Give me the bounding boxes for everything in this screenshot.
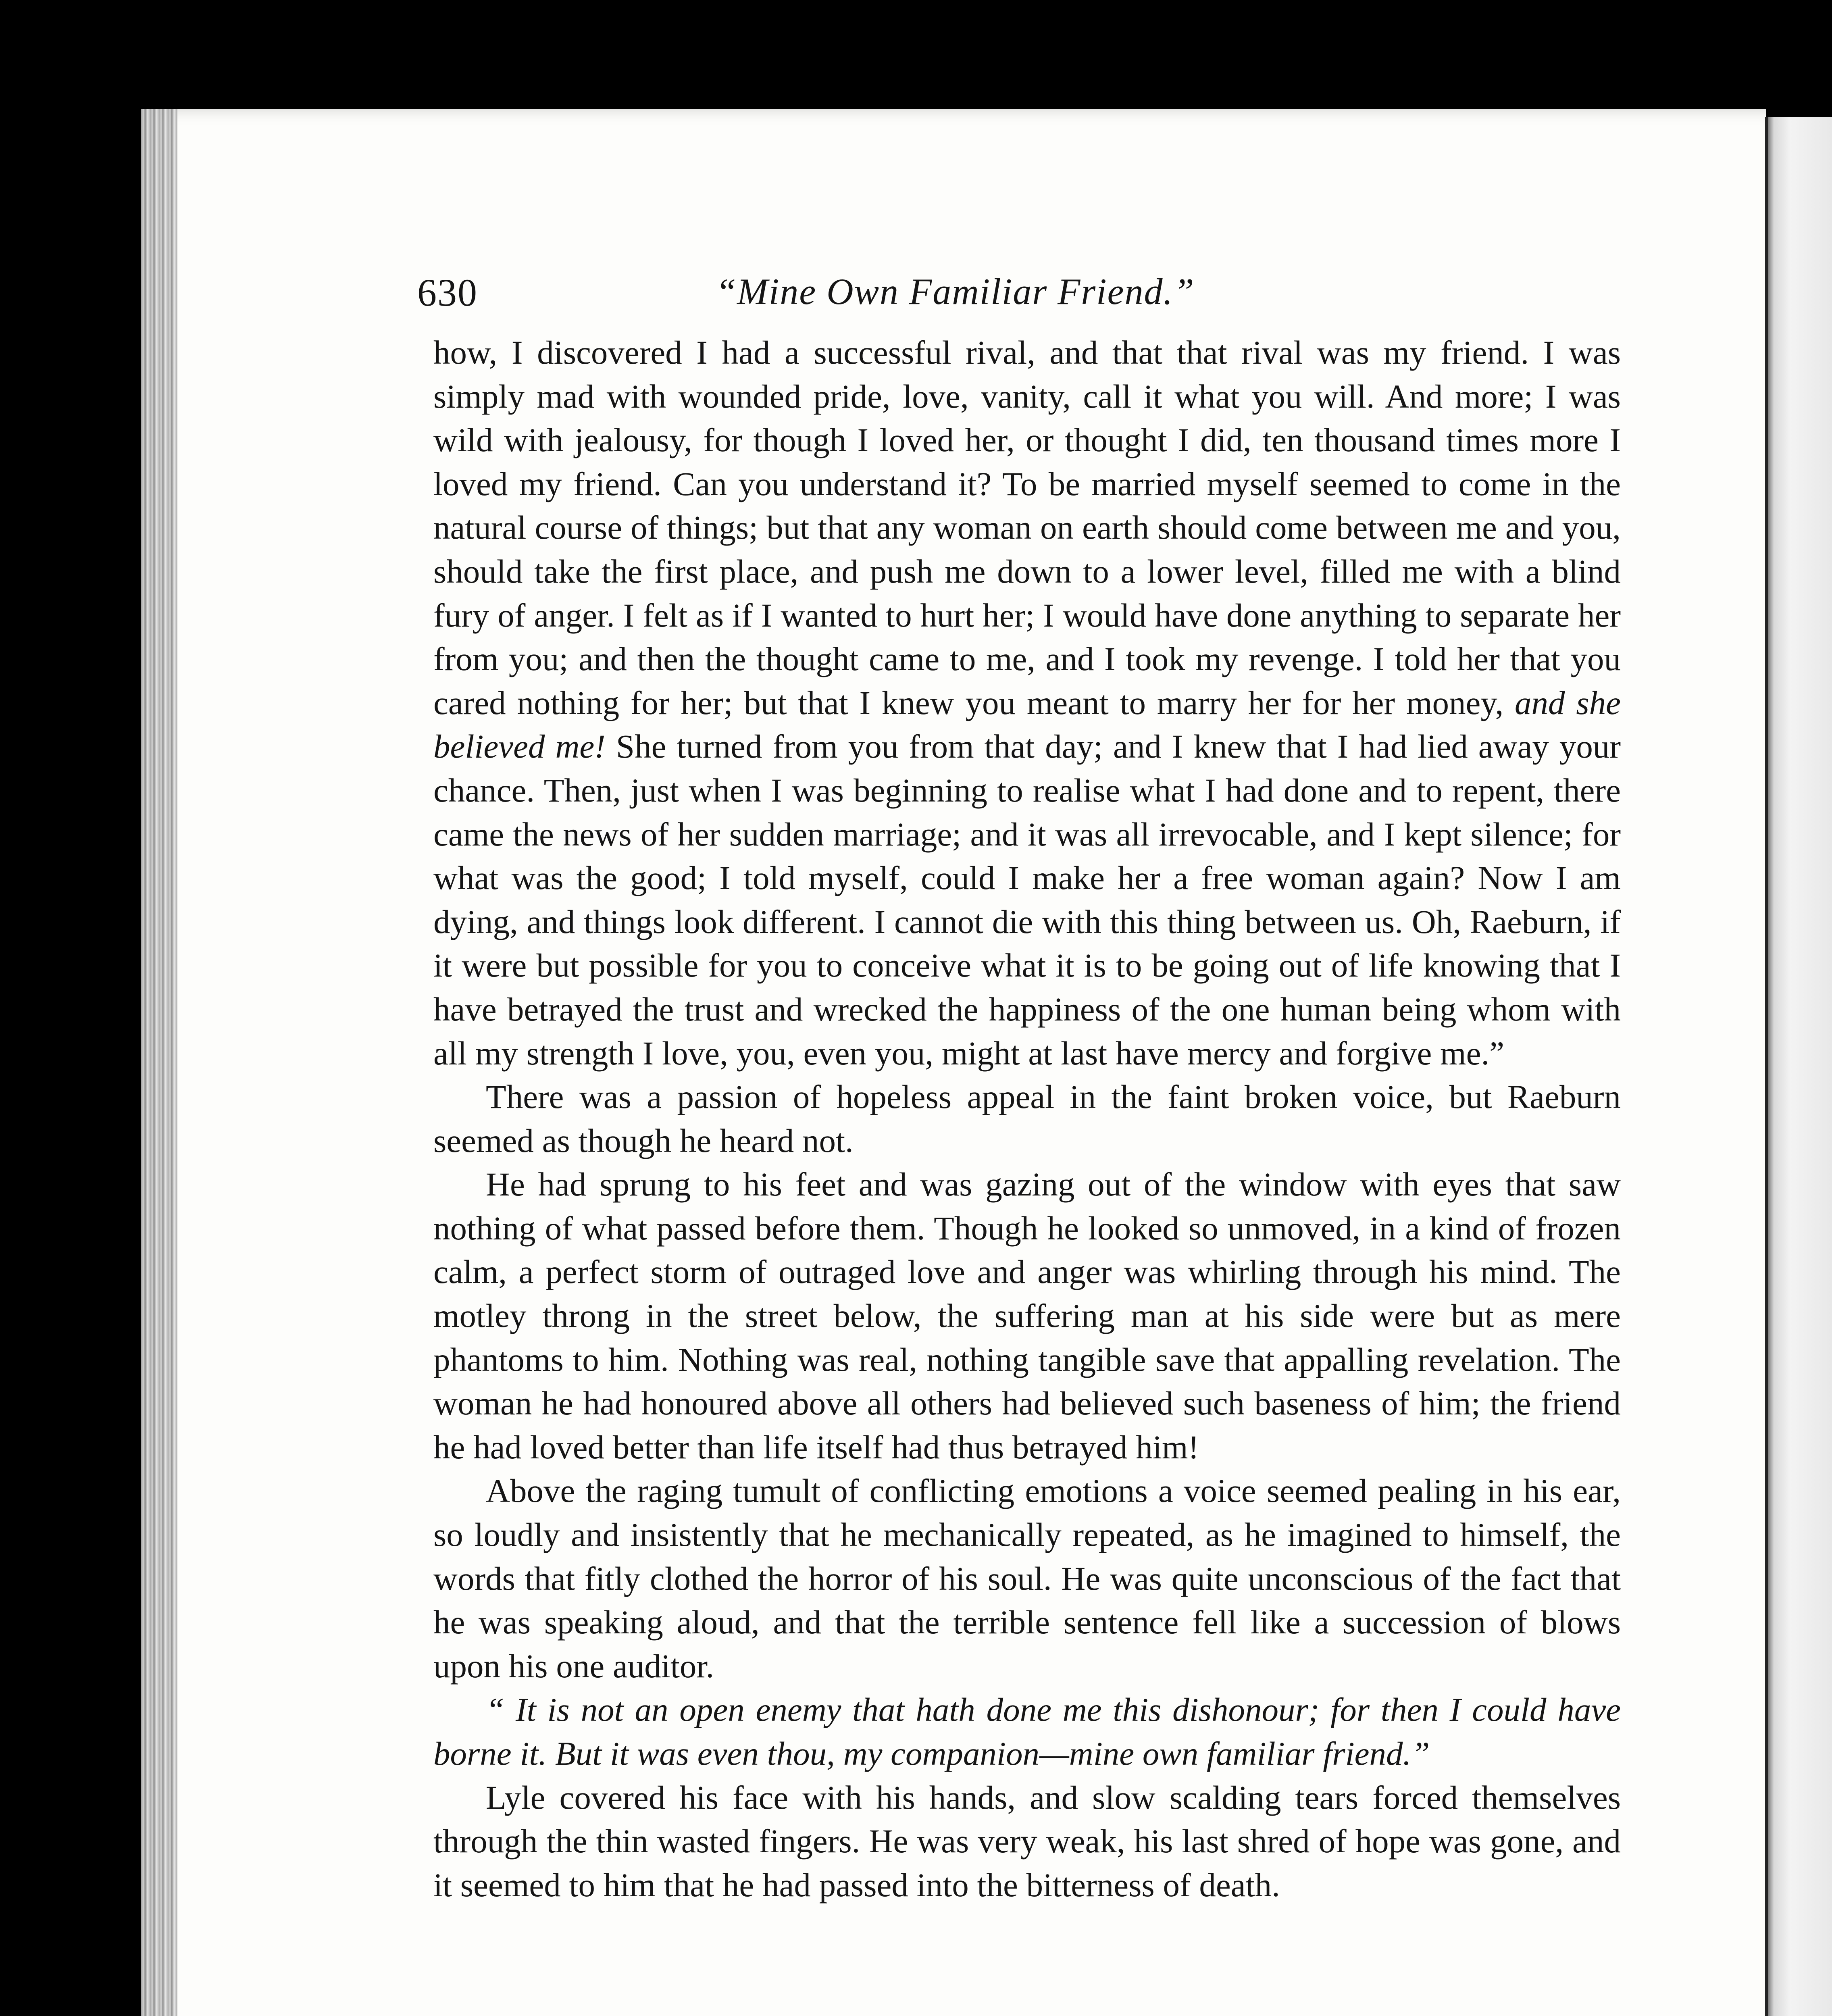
running-title: “Mine Own Familiar Friend.”	[716, 271, 1195, 312]
paragraph-raeburn-reaction: He had sprung to his feet and was gazing out of the window with eyes that saw nothing of what passed before them. Though he looked so unmoved, in a kind of frozen calm, a perfect storm of outraged love and anger was whirling through his mind. The motley throng in the street below, the suffering man at his side were but as mere phantoms to him. Nothing was real, nothing tangible save that appalling revelation. The woman he had honoured above all others had believed such baseness of him; the friend he had loved better than life itself had thus betrayed him!	[433, 1166, 1621, 1466]
paragraph-text: how, I discovered I had a successful rival, and that that rival was my friend. I was simply mad with wounded pride, love, vanity, call it what you will. And more; I was wild with jealousy, for though I loved her, or thought I did, ten thousand times more I loved my friend. Can you understand it? To be married myself seemed to come in the natural course of things; but that any woman on earth should come between me and you, should take the first place, and push me down to a lower level, filled me with a blind fury of anger. I felt as if I wanted to hurt her; I would have done anything to separate her from you; and then the thought came to me, and I took my revenge. I told her that you cared nothing for her; but that I knew you meant to marry her for her money,	[433, 334, 1621, 721]
paragraph-confession	[433, 331, 1621, 1075]
page-content	[417, 270, 1621, 1907]
paragraph-appeal: There was a passion of hopeless appeal in the faint broken voice, but Raeburn seemed as though he heard not.	[433, 1078, 1621, 1159]
paragraph-inner-voice: Above the raging tumult of conflicting emotions a voice seemed pealing in his ear, so loudly and insistently that he mechanically repeated, as he imagined to himself, the words that fitly clothed the horror of his soul. He was quite unconscious of the fact that he was speaking aloud, and that the terrible sentence fell like a succession of blows upon his one auditor.	[433, 1472, 1621, 1685]
paragraph-text: She turned from you from that day; and I knew that I had lied away your chance. Then, just when I was beginning to realise what I had done and to repent, there came the news of her sudden marriage; and it was all irrevocable, and I kept silence; for what was the good; I told myself, could I make her a free woman again? Now I am dying, and things look different. I cannot die with this thing between us. Oh, Raeburn, if it were but possible for you to conceive what it is to be going out of life knowing that I have betrayed the trust and wrecked the happiness of the one human being whom with all my strength I love, you, even you, might at last have mercy and forgive me.”	[433, 728, 1621, 1072]
scripture-quote: “ It is not an open enemy that hath done me this dishonour; for then I could have borne it. But it was even thou, my companion—mine own familiar friend.”	[433, 1691, 1621, 1772]
page-number: 630	[417, 271, 478, 314]
page-gutter-shadow	[1765, 117, 1768, 2016]
page-binding-edge	[141, 109, 177, 2016]
running-head	[417, 270, 1621, 331]
italic-phrase: and she believed me!	[433, 684, 1621, 765]
next-page-edge	[1766, 117, 1832, 2016]
paragraph-lyle-despair: Lyle covered his face with his hands, and slow scalding tears forced themselves through the thin wasted fingers. He was very weak, his last shred of hope was gone, and it seemed to him that he had passed into the bitterness of death.	[433, 1779, 1621, 1904]
